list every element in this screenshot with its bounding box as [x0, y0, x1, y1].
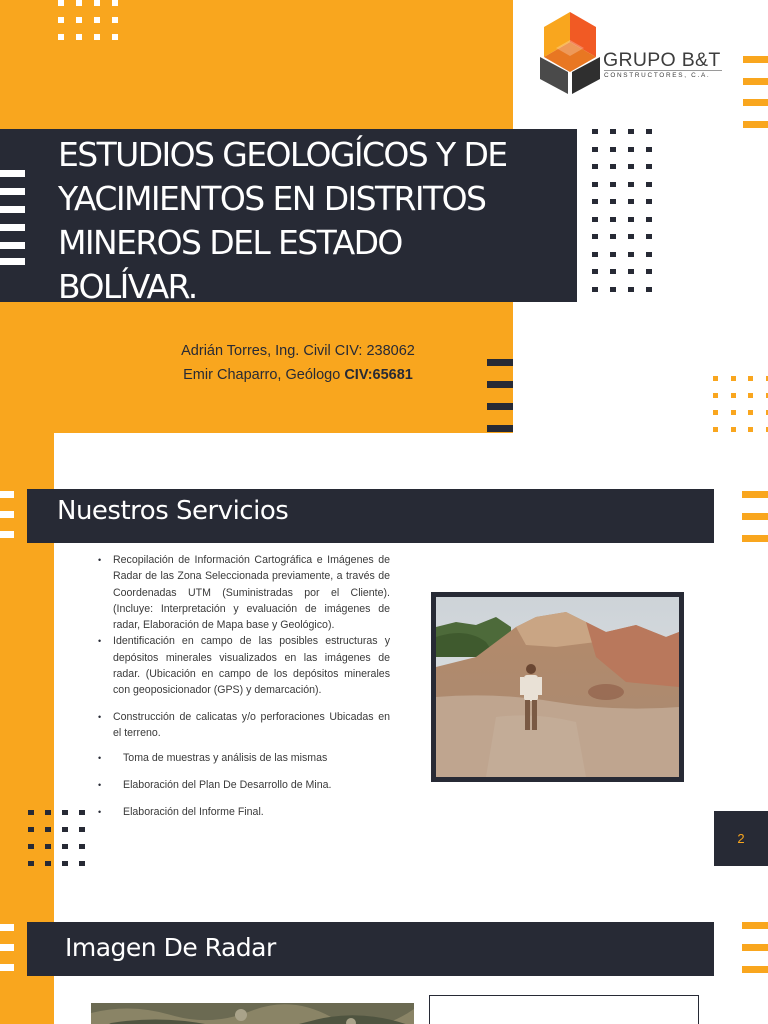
- title-line: YACIMIENTOS EN DISTRITOS: [58, 179, 486, 218]
- service-item: • Construcción de calicatas y/o perforaciones Ubicadas en el terreno.: [98, 709, 390, 742]
- page-title: [58, 133, 558, 309]
- page-number: 2: [714, 811, 768, 866]
- radar-heading-band: [27, 922, 714, 976]
- service-item: • Toma de muestras y análisis de las mismas: [98, 750, 390, 766]
- title-right-dot-grid: [592, 129, 652, 292]
- service-item: • Elaboración del Plan De Desarrollo de Mina.: [98, 777, 390, 793]
- field-photo-frame: [431, 592, 684, 782]
- services-list: [98, 552, 390, 820]
- radar-heading: Imagen De Radar: [65, 933, 276, 962]
- title-line: MINEROS DEL ESTADO: [58, 223, 402, 262]
- top-left-dot-grid: [58, 0, 118, 40]
- bottom-left-dot-grid: [28, 810, 85, 866]
- author-name-1: Adrián Torres, Ing. Civil CIV: 238062: [181, 343, 415, 359]
- title-line: ESTUDIOS GEOLOGÍCOS Y DE: [58, 135, 507, 174]
- author-name-2: Emir Chaparro, Geólogo: [183, 367, 345, 383]
- service-item: • Elaboración del Informe Final.: [98, 804, 390, 820]
- grupo-bt-logo: [538, 12, 602, 96]
- services-heading: Nuestros Servicios: [57, 496, 289, 526]
- author-line-1: [0, 343, 596, 359]
- right-orange-dot-grid: [713, 376, 768, 432]
- radar-info-box: [429, 995, 699, 1024]
- title-line: BOLÍVAR.: [58, 267, 197, 306]
- field-photo: [436, 597, 679, 777]
- service-item: • Recopilación de Información Cartográfica e Imágenes de Radar de las Zona Seleccionada previamente, a través de Coordenadas UTM (Suministradas por el Cliente). (Incluye: Interpretación y evaluación de imágenes de radar, Elaboración de Mapa base y Geológico).: [98, 552, 390, 633]
- logo-name: GRUPO B&T: [603, 49, 721, 71]
- radar-image: [91, 1003, 414, 1024]
- logo-subtitle: CONSTRUCTORES, C.A.: [604, 70, 722, 79]
- author-civ-2: CIV:65681: [344, 367, 413, 383]
- service-item: • Identificación en campo de las posibles estructuras y depósitos minerales visualizados en las imágenes de radar. (Ubicación en campo de los depósitos minerales con geoposicionador (GPS) y demarcación).: [98, 633, 390, 698]
- services-heading-band: [27, 489, 714, 543]
